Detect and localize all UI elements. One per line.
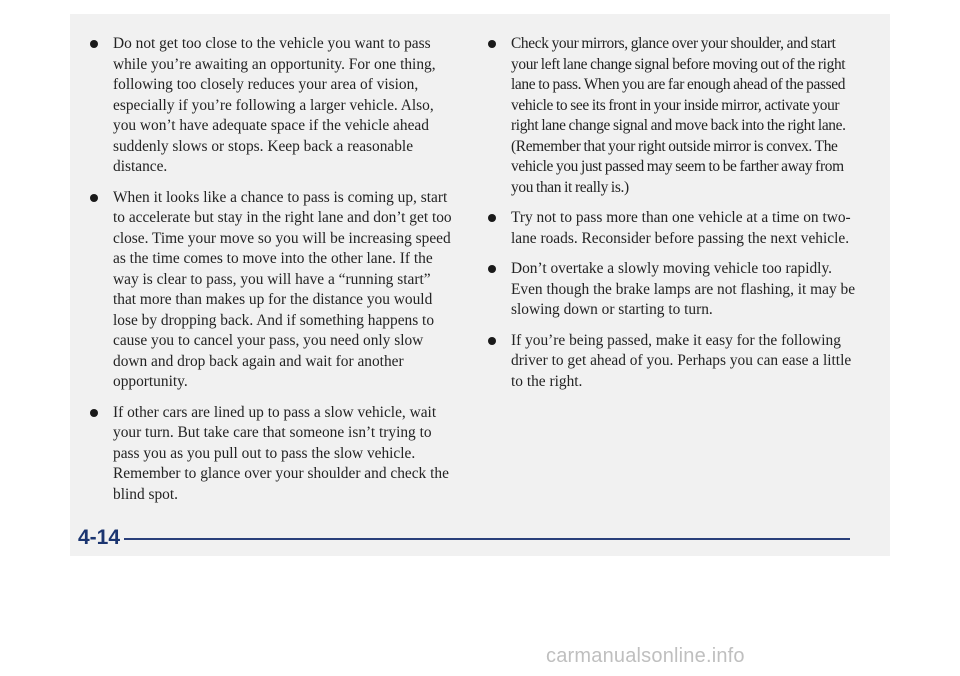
page-footer xyxy=(78,526,850,550)
bullet-icon xyxy=(90,40,98,48)
list-item xyxy=(480,259,860,321)
left-column xyxy=(82,34,452,515)
list-item xyxy=(82,188,452,393)
footer-rule xyxy=(124,538,850,540)
list-item-text: Try not to pass more than one vehicle at a time on two-lane roads. Reconsider before passing the next vehicle. xyxy=(511,209,851,247)
list-item-text: Check your mirrors, glance over your shoulder, and start your left lane change signal before moving out of the right lane to pass. When you are far enough ahead of the passed vehicle to see its front in your inside mirror, activate your right lane change signal and move back into the right lane. (Remember that your right outside mirror is convex. The vehicle you just passed may seem to be farther away from you than it really is.) xyxy=(511,35,846,196)
bullet-icon xyxy=(488,337,496,345)
list-item xyxy=(480,34,860,198)
list-item xyxy=(480,208,860,249)
list-item xyxy=(82,403,452,506)
list-item-text: When it looks like a chance to pass is coming up, start to accelerate but stay in the right lane and don’t get too close. Time your move so you will be increasing speed as the time comes to move into the other lane. If the way is clear to pass, you will have a “running start” that more than makes up for the distance you would lose by dropping back. And if something happens to cause you to cancel your pass, you need only slow down and drop back again and wait for another opportunity. xyxy=(113,188,452,390)
manual-page xyxy=(70,14,890,556)
list-item xyxy=(82,34,452,178)
right-column xyxy=(480,34,860,402)
bullet-icon xyxy=(488,40,496,48)
bullet-icon xyxy=(90,409,98,417)
list-item-text: Do not get too close to the vehicle you want to pass while you’re awaiting an opportunity. For one thing, following too closely reduces your area of vision, especially if you’re following a larger vehicle. Also, you won’t have adequate space if the vehicle ahead suddenly slows or stops. Keep back a reasonable distance. xyxy=(113,35,436,175)
list-item-text: If other cars are lined up to pass a slow vehicle, wait your turn. But take care that someone isn’t trying to pass you as you pull out to pass the slow vehicle. Remember to glance over your shoulder and check the blind spot. xyxy=(113,403,449,503)
bullet-icon xyxy=(488,214,496,222)
page-number: 4-14 xyxy=(78,526,121,549)
list-item-text: Don’t overtake a slowly moving vehicle too rapidly. Even though the brake lamps are not flashing, it may be slowing down or starting to turn. xyxy=(511,260,856,318)
watermark-text: carmanualsonline.info xyxy=(546,645,745,667)
list-item-text: If you’re being passed, make it easy for the following driver to get ahead of you. Perhaps you can ease a little to the right. xyxy=(511,331,852,390)
bullet-icon xyxy=(90,194,98,202)
list-item xyxy=(480,331,860,393)
bullet-icon xyxy=(488,265,496,273)
